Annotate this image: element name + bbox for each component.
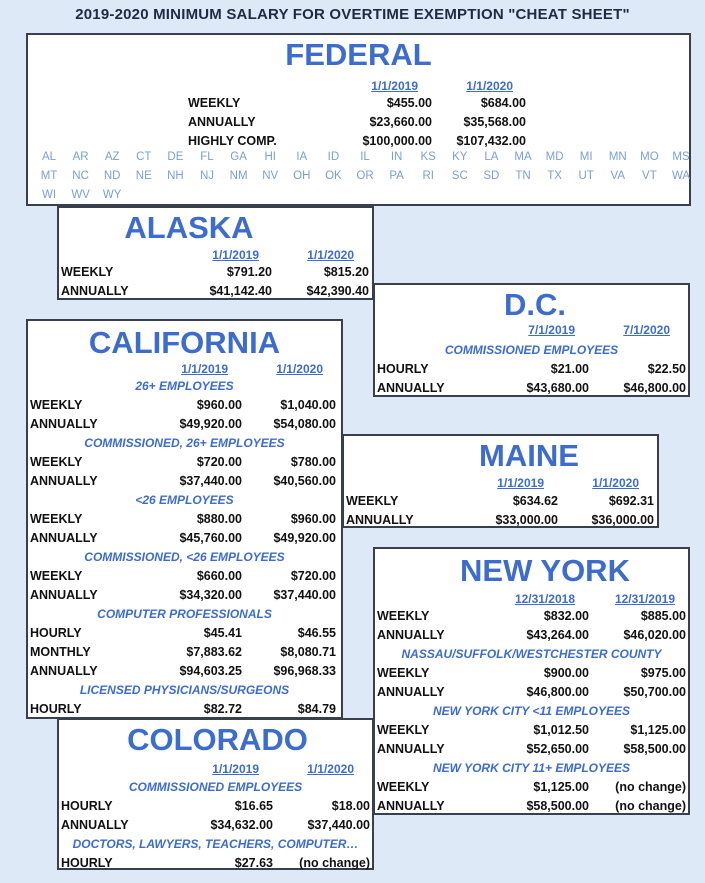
- california-row-value: $880.00: [196, 512, 242, 526]
- state-abbr: NM: [229, 170, 248, 182]
- new-york-row-value: $832.00: [543, 609, 589, 623]
- california-subtitle: COMMISSIONED, <26 EMPLOYEES: [84, 550, 285, 564]
- colorado-row-label: ANNUALLY: [61, 818, 129, 832]
- california-row-value: $94,603.25: [179, 664, 242, 678]
- new-york-row-value: $52,650.00: [526, 742, 589, 756]
- state-abbr: WY: [102, 189, 122, 201]
- state-abbr: OK: [325, 170, 342, 182]
- california-row-label: HOURLY: [30, 626, 82, 640]
- new-york-panel: [373, 547, 690, 815]
- california-row-value: $84.79: [297, 702, 336, 716]
- california-row-label: MONTHLY: [30, 645, 91, 659]
- new-york-row-label: WEEKLY: [377, 780, 430, 794]
- california-row-value: $720.00: [196, 455, 242, 469]
- new-york-row-label: WEEKLY: [377, 609, 430, 623]
- new-york-date-1: 12/31/2018: [514, 592, 575, 606]
- colorado-row-value: $27.63: [234, 856, 273, 870]
- state-abbr: MT: [40, 170, 58, 182]
- state-abbr: KY: [452, 151, 468, 163]
- new-york-subtitle: NEW YORK CITY <11 EMPLOYEES: [432, 704, 631, 718]
- california-row-label: ANNUALLY: [30, 531, 98, 545]
- state-abbr: AZ: [104, 151, 120, 163]
- california-row-value: $49,920.00: [179, 417, 242, 431]
- state-abbr: IN: [390, 151, 403, 163]
- new-york-row-value: $975.00: [640, 666, 686, 680]
- new-york-row-label: ANNUALLY: [377, 799, 445, 813]
- california-row-value: $96,968.33: [273, 664, 336, 678]
- alaska-row-value: $791.20: [226, 265, 272, 279]
- state-abbr: PA: [389, 170, 404, 182]
- california-panel: [26, 319, 343, 719]
- dc-row-label: HOURLY: [377, 362, 429, 376]
- dc-date-2: 7/1/2020: [623, 323, 670, 337]
- alaska-date-2: 1/1/2020: [307, 248, 354, 262]
- maine-row-label: ANNUALLY: [346, 513, 414, 527]
- state-abbr: SC: [451, 170, 468, 182]
- new-york-row-value: $1,125.00: [533, 780, 589, 794]
- federal-row-value: $107,432.00: [456, 134, 526, 148]
- new-york-row-value: (no change): [615, 799, 686, 813]
- new-york-row-label: ANNUALLY: [377, 685, 445, 699]
- new-york-row-value: $1,012.50: [533, 723, 589, 737]
- new-york-date-2: 12/31/2019: [614, 592, 675, 606]
- california-row-value: $960.00: [196, 398, 242, 412]
- new-york-subtitle: NASSAU/SUFFOLK/WESTCHESTER COUNTY: [401, 647, 662, 661]
- california-row-label: ANNUALLY: [30, 588, 98, 602]
- california-row-label: WEEKLY: [30, 512, 83, 526]
- state-abbr: SD: [483, 170, 500, 182]
- colorado-row-label: HOURLY: [61, 856, 113, 870]
- federal-row-label: WEEKLY: [188, 96, 241, 110]
- california-date-1: 1/1/2019: [181, 362, 228, 376]
- colorado-panel: [57, 718, 374, 870]
- new-york-row-value: $43,264.00: [526, 628, 589, 642]
- alaska-row-value: $42,390.40: [306, 284, 369, 298]
- alaska-row-label: WEEKLY: [61, 265, 114, 279]
- california-title: CALIFORNIA: [88, 325, 281, 360]
- state-abbr: MA: [514, 151, 532, 163]
- state-abbr: WA: [671, 170, 691, 182]
- new-york-subtitle: NEW YORK CITY 11+ EMPLOYEES: [432, 761, 631, 775]
- california-row-value: $780.00: [290, 455, 336, 469]
- new-york-row-value: $46,800.00: [526, 685, 589, 699]
- maine-panel: [342, 434, 659, 528]
- new-york-row-value: $885.00: [640, 609, 686, 623]
- state-abbr: NE: [135, 170, 152, 182]
- california-date-2: 1/1/2020: [276, 362, 323, 376]
- maine-title: MAINE: [479, 438, 579, 473]
- california-row-label: ANNUALLY: [30, 664, 98, 678]
- alaska-panel: [57, 206, 374, 300]
- california-subtitle: 26+ EMPLOYEES: [135, 379, 234, 393]
- state-abbr: AL: [41, 151, 57, 163]
- california-row-value: $8,080.71: [280, 645, 336, 659]
- maine-row-value: $634.62: [512, 494, 558, 508]
- state-abbr: MI: [579, 151, 593, 163]
- maine-row-value: $692.31: [608, 494, 654, 508]
- state-abbr: OH: [293, 170, 311, 182]
- federal-row-label: HIGHLY COMP.: [188, 134, 277, 148]
- new-york-row-label: ANNUALLY: [377, 742, 445, 756]
- new-york-title: NEW YORK: [460, 553, 630, 588]
- california-row-label: HOURLY: [30, 702, 82, 716]
- colorado-row-value: $37,440.00: [307, 818, 370, 832]
- colorado-row-value: $16.65: [234, 799, 273, 813]
- dc-row-value: $46,800.00: [623, 381, 686, 395]
- federal-date-2: 1/1/2020: [466, 79, 513, 93]
- federal-row-label: ANNUALLY: [188, 115, 256, 129]
- california-subtitle: COMMISSIONED, 26+ EMPLOYEES: [84, 436, 285, 450]
- california-row-label: WEEKLY: [30, 398, 83, 412]
- federal-panel: [26, 33, 691, 206]
- dc-panel: [373, 283, 690, 397]
- state-abbr: MO: [640, 151, 659, 163]
- colorado-date-1: 1/1/2019: [212, 762, 259, 776]
- state-abbr: MN: [608, 151, 627, 163]
- colorado-row-value: $18.00: [331, 799, 370, 813]
- california-row-value: $40,560.00: [273, 474, 336, 488]
- california-row-value: $960.00: [290, 512, 336, 526]
- colorado-row-value: $34,632.00: [210, 818, 273, 832]
- alaska-row-value: $815.20: [323, 265, 369, 279]
- california-row-value: $37,440.00: [179, 474, 242, 488]
- new-york-row-value: (no change): [615, 780, 686, 794]
- state-abbr: RI: [422, 170, 434, 182]
- state-abbr: OR: [356, 170, 374, 182]
- california-row-value: $49,920.00: [273, 531, 336, 545]
- california-row-value: $1,040.00: [280, 398, 336, 412]
- state-abbr: FL: [200, 151, 214, 163]
- state-abbr: CT: [136, 151, 152, 163]
- california-subtitle: LICENSED PHYSICIANS/SURGEONS: [79, 683, 290, 697]
- state-abbr: MS: [672, 151, 690, 163]
- california-subtitle: <26 EMPLOYEES: [135, 493, 234, 507]
- new-york-row-value: $58,500.00: [623, 742, 686, 756]
- colorado-subtitle: DOCTORS, LAWYERS, TEACHERS, COMPUTER…: [72, 837, 359, 851]
- colorado-row-label: HOURLY: [61, 799, 113, 813]
- california-subtitle: COMPUTER PROFESSIONALS: [97, 607, 272, 621]
- state-abbr: TN: [515, 170, 531, 182]
- state-abbr: WV: [71, 189, 90, 201]
- new-york-row-value: $46,020.00: [623, 628, 686, 642]
- colorado-date-2: 1/1/2020: [307, 762, 354, 776]
- dc-row-value: $43,680.00: [526, 381, 589, 395]
- state-abbr: VT: [642, 170, 657, 182]
- california-row-value: $45.41: [203, 626, 242, 640]
- state-abbr: ND: [103, 170, 121, 182]
- california-row-value: $34,320.00: [179, 588, 242, 602]
- state-abbr: MD: [545, 151, 564, 163]
- maine-row-value: $33,000.00: [495, 513, 558, 527]
- alaska-row-label: ANNUALLY: [61, 284, 129, 298]
- california-row-value: $37,440.00: [273, 588, 336, 602]
- state-abbr: NV: [262, 170, 279, 182]
- state-abbr: TX: [547, 170, 562, 182]
- state-abbr: IL: [360, 151, 370, 163]
- state-abbr: GA: [230, 151, 247, 163]
- california-row-label: ANNUALLY: [30, 474, 98, 488]
- california-row-value: $54,080.00: [273, 417, 336, 431]
- california-row-label: WEEKLY: [30, 569, 83, 583]
- california-row-label: ANNUALLY: [30, 417, 98, 431]
- dc-subtitle: COMMISSIONED EMPLOYEES: [444, 343, 619, 357]
- dc-row-value: $21.00: [550, 362, 589, 376]
- new-york-row-value: $58,500.00: [526, 799, 589, 813]
- new-york-row-label: WEEKLY: [377, 666, 430, 680]
- state-abbr: NJ: [199, 170, 215, 182]
- state-abbr: AR: [72, 151, 89, 163]
- state-abbr: DE: [167, 151, 184, 163]
- federal-row-value: $35,568.00: [463, 115, 526, 129]
- state-abbr: HI: [264, 151, 276, 163]
- alaska-date-1: 1/1/2019: [212, 248, 259, 262]
- california-row-value: $45,760.00: [179, 531, 242, 545]
- dc-date-1: 7/1/2019: [528, 323, 575, 337]
- state-abbr: NC: [72, 170, 89, 182]
- alaska-row-value: $41,142.40: [209, 284, 272, 298]
- california-row-value: $720.00: [290, 569, 336, 583]
- maine-date-2: 1/1/2020: [592, 476, 639, 490]
- state-abbr: VA: [610, 170, 626, 182]
- california-row-label: WEEKLY: [30, 455, 83, 469]
- state-abbr: KS: [420, 151, 436, 163]
- state-abbr: NH: [167, 170, 184, 182]
- page-title: 2019-2020 MINIMUM SALARY FOR OVERTIME EXEMPTION "CHEAT SHEET": [75, 6, 630, 23]
- california-row-value: $660.00: [196, 569, 242, 583]
- colorado-title: COLORADO: [127, 722, 308, 757]
- california-row-value: $7,883.62: [186, 645, 242, 659]
- new-york-row-value: $50,700.00: [623, 685, 686, 699]
- federal-row-value: $455.00: [386, 96, 432, 110]
- new-york-row-value: $900.00: [543, 666, 589, 680]
- federal-row-value: $684.00: [480, 96, 526, 110]
- california-row-value: $82.72: [203, 702, 242, 716]
- new-york-row-label: ANNUALLY: [377, 628, 445, 642]
- federal-row-value: $23,660.00: [369, 115, 432, 129]
- new-york-row-value: $1,125.00: [630, 723, 686, 737]
- dc-row-label: ANNUALLY: [377, 381, 445, 395]
- state-abbr: IA: [296, 151, 308, 163]
- dc-title: D.C.: [504, 287, 566, 322]
- maine-date-1: 1/1/2019: [497, 476, 544, 490]
- federal-row-value: $100,000.00: [362, 134, 432, 148]
- state-abbr: UT: [578, 170, 594, 182]
- state-abbr: LA: [484, 151, 499, 163]
- colorado-row-value: (no change): [299, 856, 370, 870]
- new-york-row-label: WEEKLY: [377, 723, 430, 737]
- federal-date-1: 1/1/2019: [371, 79, 418, 93]
- alaska-title: ALASKA: [124, 210, 254, 245]
- california-row-value: $46.55: [297, 626, 336, 640]
- maine-row-label: WEEKLY: [346, 494, 399, 508]
- federal-title: FEDERAL: [285, 37, 432, 72]
- maine-row-value: $36,000.00: [591, 513, 654, 527]
- colorado-subtitle: COMMISSIONED EMPLOYEES: [128, 780, 303, 794]
- state-abbr: ID: [327, 151, 340, 163]
- dc-row-value: $22.50: [647, 362, 686, 376]
- state-abbr: WI: [41, 189, 57, 201]
